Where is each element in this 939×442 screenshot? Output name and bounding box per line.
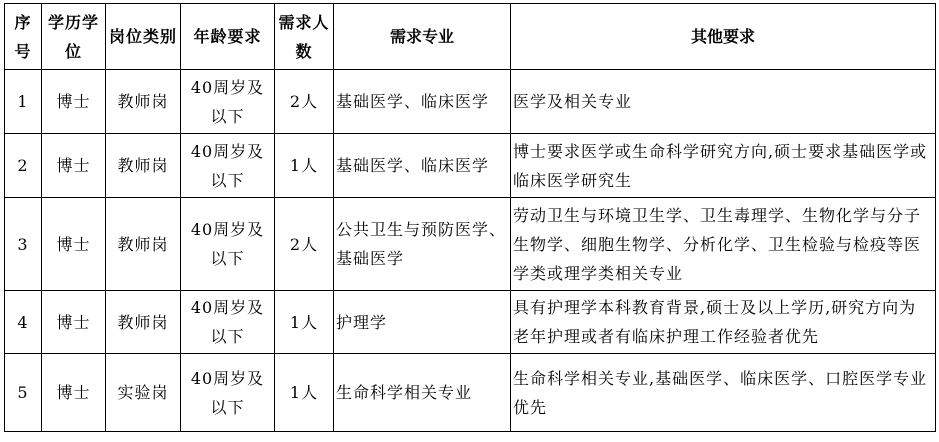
cell-degree: 博士 xyxy=(42,291,106,354)
cell-count: 1人 xyxy=(275,134,334,198)
header-major: 需求专业 xyxy=(334,4,511,70)
cell-major: 公共卫生与预防医学、基础医学 xyxy=(334,198,511,291)
table-row xyxy=(5,134,936,198)
cell-post-type: 实验岗 xyxy=(106,354,181,432)
cell-age: 40周岁及以下 xyxy=(181,354,275,432)
cell-other: 劳动卫生与环境卫生学、卫生毒理学、生物化学与分子生物学、细胞生物学、分析化学、卫生检验与检疫等医学类或理学类相关专业 xyxy=(511,198,936,291)
cell-seq: 2 xyxy=(5,134,42,198)
cell-seq: 4 xyxy=(5,291,42,354)
header-age: 年龄要求 xyxy=(181,4,275,70)
cell-major: 基础医学、临床医学 xyxy=(334,70,511,134)
header-row xyxy=(5,4,936,70)
cell-seq: 1 xyxy=(5,70,42,134)
cell-age: 40周岁及以下 xyxy=(181,198,275,291)
cell-degree: 博士 xyxy=(42,70,106,134)
header-post-type: 岗位类别 xyxy=(106,4,181,70)
cell-post-type: 教师岗 xyxy=(106,70,181,134)
cell-post-type: 教师岗 xyxy=(106,291,181,354)
header-degree: 学历学位 xyxy=(42,4,106,70)
table-row xyxy=(5,198,936,291)
cell-post-type: 教师岗 xyxy=(106,198,181,291)
cell-other: 具有护理学本科教育背景,硕士及以上学历,研究方向为老年护理或者有临床护理工作经验者优先 xyxy=(511,291,936,354)
cell-count: 1人 xyxy=(275,354,334,432)
cell-count: 2人 xyxy=(275,70,334,134)
cell-age: 40周岁及以下 xyxy=(181,291,275,354)
cell-count: 2人 xyxy=(275,198,334,291)
cell-degree: 博士 xyxy=(42,134,106,198)
cell-other: 生命科学相关专业,基础医学、临床医学、口腔医学专业优先 xyxy=(511,354,936,432)
header-count: 需求人数 xyxy=(275,4,334,70)
cell-major: 生命科学相关专业 xyxy=(334,354,511,432)
cell-age: 40周岁及以下 xyxy=(181,134,275,198)
cell-major: 基础医学、临床医学 xyxy=(334,134,511,198)
recruitment-table xyxy=(4,3,936,432)
table-row xyxy=(5,354,936,432)
cell-major: 护理学 xyxy=(334,291,511,354)
cell-other: 博士要求医学或生命科学研究方向,硕士要求基础医学或临床医学研究生 xyxy=(511,134,936,198)
cell-seq: 3 xyxy=(5,198,42,291)
cell-age: 40周岁及以下 xyxy=(181,70,275,134)
table-row xyxy=(5,70,936,134)
cell-seq: 5 xyxy=(5,354,42,432)
header-seq: 序号 xyxy=(5,4,42,70)
cell-other: 医学及相关专业 xyxy=(511,70,936,134)
cell-count: 1人 xyxy=(275,291,334,354)
table-row xyxy=(5,291,936,354)
cell-degree: 博士 xyxy=(42,198,106,291)
cell-post-type: 教师岗 xyxy=(106,134,181,198)
cell-degree: 博士 xyxy=(42,354,106,432)
header-other: 其他要求 xyxy=(511,4,936,70)
